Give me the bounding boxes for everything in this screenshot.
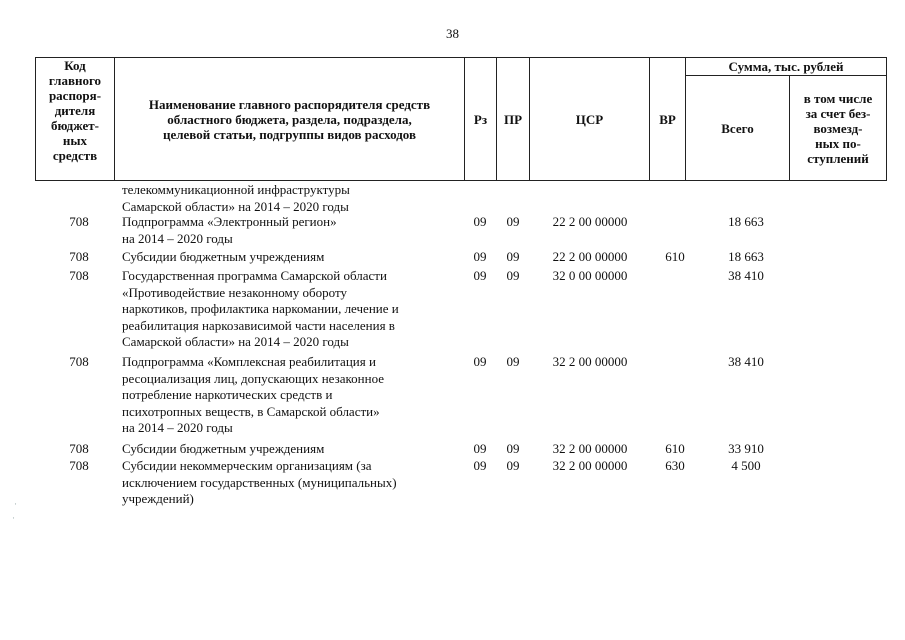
row-code: 708 [69,441,89,456]
row-total: 4 500 [731,458,761,473]
header-code-line: средств [52,148,98,163]
row-pr: 09 [506,214,520,229]
header-sum: Сумма, тыс. рублей [728,58,844,74]
row-code: 708 [69,214,89,229]
row-total: 38 410 [728,354,764,369]
row-rz: 09 [473,441,487,456]
header-grants-line: ных по- [815,135,861,151]
row-csr: 22 2 00 00000 [552,249,628,264]
header-code-line: главного [48,73,102,88]
row-name-line: Государственная программа Самарской области [122,268,387,283]
continuation-line: Самарской области» на 2014 – 2020 годы [122,198,349,214]
page-number: 38 [446,26,459,41]
header-name [115,57,464,181]
header-grants [790,76,886,180]
row-name-line: наркотиков, профилактика наркомании, лечение и [122,301,399,316]
header-code-line: Код [64,58,86,73]
row-name-line: на 2014 – 2020 годы [122,420,233,435]
row-name [122,249,324,266]
row-total: 33 910 [728,441,764,456]
row-name-line: учреждений) [122,491,194,506]
row-total: 38 410 [728,268,764,283]
row-pr: 09 [506,354,520,369]
continuation-text [122,182,350,215]
header-rz: Рз [473,111,488,127]
row-name-line: реабилитация наркозависимой части населения в [122,317,395,333]
col-border [886,57,887,181]
header-name-line: Наименование главного распорядителя средств [148,96,431,112]
header-total: Всего [721,120,754,136]
row-rz: 09 [473,268,487,283]
header-code [36,58,114,180]
row-csr: 22 2 00 00000 [552,214,628,229]
row-name-line: Подпрограмма «Комплексная реабилитация и [122,354,376,369]
row-name-line: психотропных веществ, в Самарской области» [122,403,380,419]
row-name-line: исключением государственных (муниципальных) [122,474,397,490]
row-name [122,214,337,247]
row-pr: 09 [506,249,520,264]
row-vr: 630 [665,458,685,473]
row-name-line: на 2014 – 2020 годы [122,230,233,246]
row-name [122,441,324,458]
header-name-line: целевой статьи, подгруппы видов расходов [162,126,416,142]
row-name-line: «Противодействие незаконному обороту [122,284,347,300]
row-name-line: потребление наркотических средств и [122,387,333,402]
header-code-line: распоря- [48,88,102,103]
scan-mark: · [14,499,17,509]
row-rz: 09 [473,354,487,369]
row-rz: 09 [473,249,487,264]
row-name [122,354,384,437]
row-csr: 32 2 00 00000 [552,354,628,369]
continuation-line: телекоммуникационной инфраструктуры [122,182,350,197]
row-vr: 610 [665,249,685,264]
row-total: 18 663 [728,249,764,264]
row-total: 18 663 [728,214,764,229]
row-csr: 32 0 00 00000 [552,268,628,283]
row-csr: 32 2 00 00000 [552,458,628,473]
row-code: 708 [69,458,89,473]
row-name-line: ресоциализация лиц, допускающих незаконное [122,370,385,386]
header-csr: ЦСР [575,111,604,127]
row-rz: 09 [473,214,487,229]
row-pr: 09 [506,441,520,456]
row-name-line: Субсидии бюджетным учреждениям [122,441,325,456]
row-name-line: Субсидии бюджетным учреждениям [122,249,325,264]
row-name-line: Подпрограмма «Электронный регион» [122,214,337,229]
row-name-line: Самарской области» на 2014 – 2020 годы [122,334,349,349]
header-code-line: дителя [54,103,96,118]
row-name [122,268,399,351]
row-code: 708 [69,249,89,264]
row-code: 708 [69,268,89,283]
row-rz: 09 [473,458,487,473]
row-code: 708 [69,354,89,369]
header-pr: ПР [503,111,523,127]
header-vr: ВР [659,111,676,127]
header-grants-line: возмезд- [813,120,863,136]
header-grants-line: за счет без- [805,105,871,121]
row-name-line: Субсидии некоммерческим организациям (за [122,458,372,473]
header-code-line: бюджет- [50,118,99,133]
row-pr: 09 [506,268,520,283]
scan-mark: · [12,513,15,523]
table-header [35,57,887,181]
header-code-line: ных [62,133,88,148]
row-csr: 32 2 00 00000 [552,441,628,456]
header-name-line: областного бюджета, раздела, подраздела, [167,111,412,127]
row-pr: 09 [506,458,520,473]
header-grants-line: в том числе [803,90,873,106]
header-grants-line: ступлений [807,150,869,166]
row-name [122,458,397,508]
row-vr: 610 [665,441,685,456]
